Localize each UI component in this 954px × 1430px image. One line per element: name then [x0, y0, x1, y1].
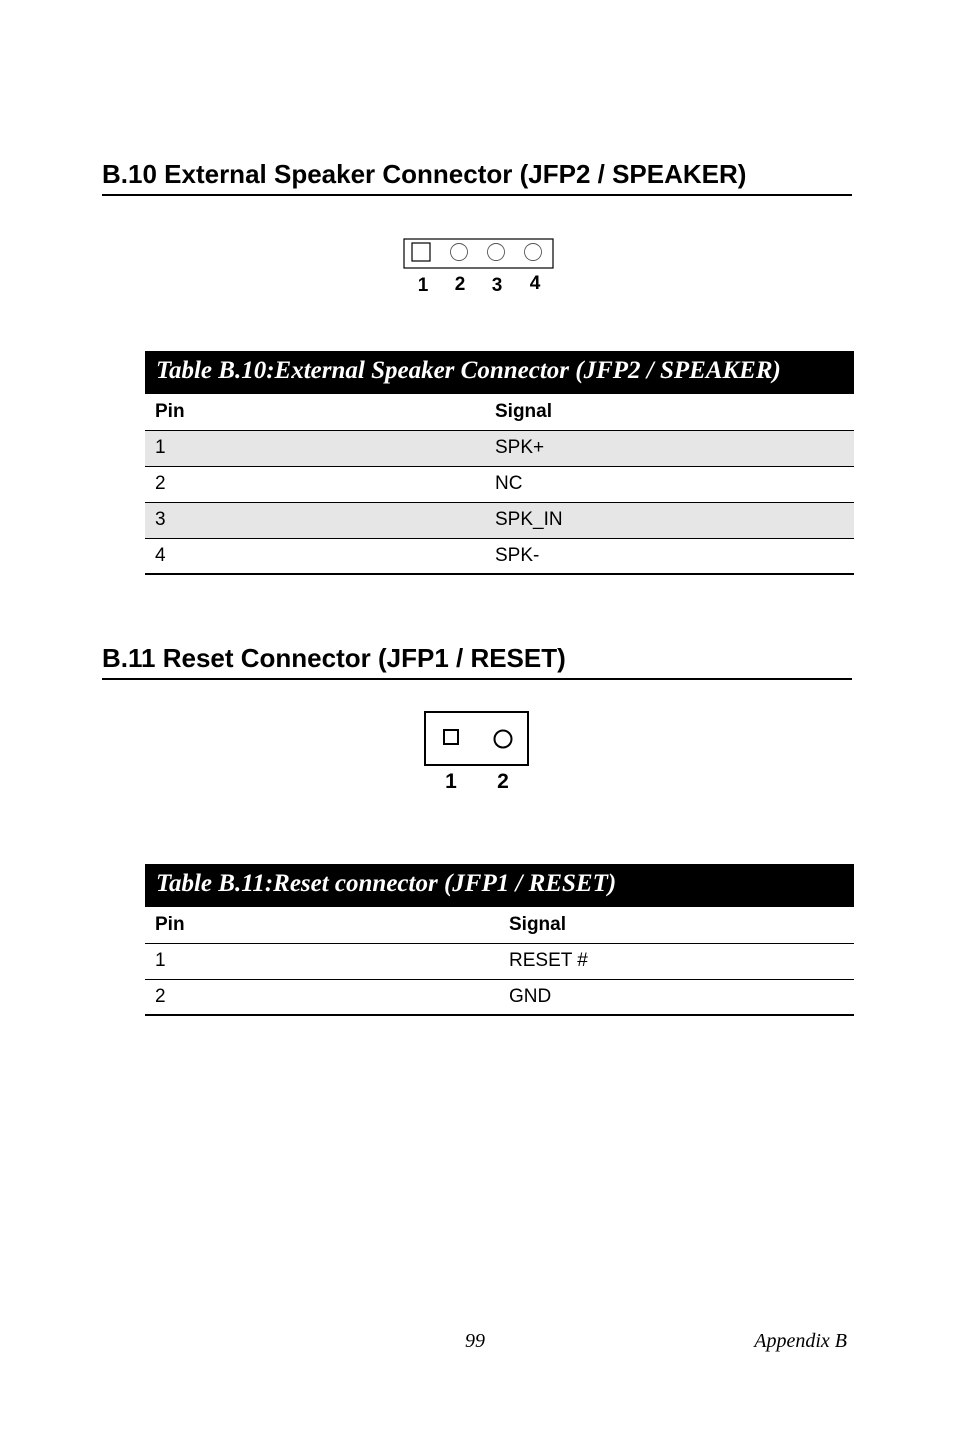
table-header-row: [145, 394, 854, 430]
pin-cell: 3: [145, 502, 485, 538]
table-caption: Table B.11:Reset connector (JFP1 / RESET): [145, 864, 854, 907]
signal-cell: SPK_IN: [485, 502, 854, 538]
section-heading-speaker: B.10 External Speaker Connector (JFP2 / SPEAKER): [102, 158, 852, 196]
pin-label-4: 4: [529, 273, 541, 294]
pin-label-2: 2: [497, 770, 509, 793]
table-row: [145, 538, 854, 574]
signal-cell: SPK-: [485, 538, 854, 574]
section-heading-reset: B.11 Reset Connector (JFP1 / RESET): [102, 642, 852, 680]
signal-cell: GND: [499, 979, 854, 1015]
pin-4-round-pad: [525, 244, 542, 261]
pin-signal-table: [145, 907, 854, 1016]
speaker-connector-table: [145, 351, 854, 575]
column-header-signal: Signal: [485, 394, 854, 430]
pin-cell: 1: [145, 943, 499, 979]
table-row: [145, 430, 854, 466]
column-header-pin: Pin: [145, 907, 499, 943]
reset-connector-diagram: [420, 708, 536, 794]
pin-1-square-pad: [444, 730, 458, 744]
pin-cell: 2: [145, 466, 485, 502]
connector-housing: [425, 712, 528, 765]
pin-signal-table: [145, 394, 854, 575]
pin-label-1: 1: [445, 770, 457, 793]
pin-label-2: 2: [454, 274, 466, 295]
table-caption: Table B.10:External Speaker Connector (JFP2 / SPEAKER): [145, 351, 854, 394]
signal-cell: NC: [485, 466, 854, 502]
pin-label-1: 1: [417, 275, 429, 296]
table-row: [145, 979, 854, 1015]
pin-2-round-pad: [495, 731, 512, 748]
pin-3-round-pad: [488, 244, 505, 261]
pin-cell: 2: [145, 979, 499, 1015]
pin-cell: 1: [145, 430, 485, 466]
pin-cell: 4: [145, 538, 485, 574]
reset-connector-table: [145, 864, 854, 1016]
speaker-connector-diagram: [400, 236, 560, 298]
page-number: 99: [465, 1330, 485, 1352]
pin-label-3: 3: [491, 275, 503, 296]
appendix-label: Appendix B: [754, 1330, 847, 1352]
table-row: [145, 466, 854, 502]
pin-2-round-pad: [451, 244, 468, 261]
signal-cell: RESET #: [499, 943, 854, 979]
table-row: [145, 943, 854, 979]
table-header-row: [145, 907, 854, 943]
table-row: [145, 502, 854, 538]
column-header-pin: Pin: [145, 394, 485, 430]
column-header-signal: Signal: [499, 907, 854, 943]
signal-cell: SPK+: [485, 430, 854, 466]
pin-1-square-pad: [412, 243, 430, 261]
